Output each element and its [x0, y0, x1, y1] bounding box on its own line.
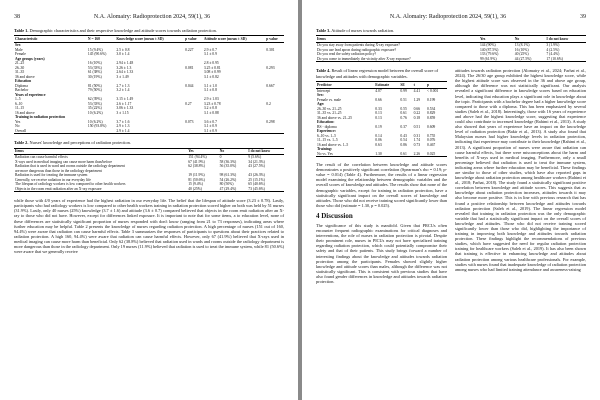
table1-cell: Overall: [14, 129, 87, 134]
table4-cell: 0.025: [426, 152, 447, 157]
table1-cell: 0.298: [266, 119, 275, 124]
table1-cell: Female: [15, 52, 26, 57]
table1-cell: 2.9 ± 1.03: [203, 97, 219, 102]
table1-cell: 62 (39%): [87, 97, 102, 102]
table4-cell: 0.467: [426, 142, 436, 147]
table1-caption: [14, 28, 284, 33]
right-left-column: [316, 68, 447, 284]
right-right-column: [455, 68, 586, 284]
right-running-head: N.A. Alomairy: Radioprotection 2024, 59(1), 36: [389, 14, 507, 20]
results-paragraph: The result of the correlation between knowledge and attitude scores demonstrates a positively significant correlation (Spearman's rho = 0.19; p-value = 0.014) (Table 4). Furthermore, the results of a linear regression model examining the relationship between demographic variables and the overall scores of knowledge and attitudes. The results show that none of the demographic variables, except for training in radiation protection, have a statistically significant impact on the overall scores of knowledge and attitudes. Those who did not receive training scored significantly lower than those who did (estimate = 1.30, p = 0.025).: [316, 162, 447, 208]
table4-caption-label: Table 4.: [316, 68, 331, 74]
table1-cell: 3.1 ± 0.9: [203, 52, 217, 57]
table2-cell: X-rays used in medical imaging can cause more harm than/before: [15, 159, 112, 164]
table4-cell: 0.755: [426, 133, 436, 138]
table2-cell: 56 (35.0%): [219, 164, 237, 169]
table1-cell: 2.6 ± 1.17: [116, 101, 132, 106]
table1-cell: 61 (38%): [87, 70, 102, 75]
table1-cell: 2.9 ± 0.7: [203, 47, 217, 52]
table1-cell: 3.6 ± 0.7: [203, 119, 217, 124]
discussion-paragraph: The significance of this study is manifold. Given that PRCUs often encounter frequent radiographic examinations for critical diagnoses and interventions, the role of nurses in radiation protection is pivotal. Despite their prominent role, nurses in PICUs may not have specialized training regarding radiation protection, which could potentially compromise their safety and that of their patients. This study brings forward a number of interesting findings about the knowledge and attitudes towards radiation protection among the participants. Females showed slightly higher knowledge and attitude scores than males, although the difference was not statistically significant. This is consistent with previous studies that have also found gender differences in knowledge and attitudes towards radiation protection.: [316, 222, 447, 284]
table1-cell: 0.301: [266, 47, 275, 52]
table1-cell: Education: [15, 79, 32, 84]
table1-cell: 3.1 ± 0.8: [203, 88, 217, 93]
table4-cell: 0.19: [375, 124, 382, 129]
left-running-head: N.A. Alomairy: Radioprotection 2024, 59(1), 36: [93, 14, 211, 20]
table3-cell: 44 (27.5%): [514, 57, 546, 62]
table2-cell: 9 (5.6%): [248, 155, 262, 160]
table4-row: [316, 98, 447, 103]
table1-cell: 0.293: [266, 65, 275, 70]
table3-cell: 140 (87.5%): [479, 47, 499, 52]
table4-header-cell: Estimate: [374, 81, 399, 88]
table2-cell: 80 (50%): [219, 182, 234, 187]
table4-cell: 0.609: [426, 124, 436, 129]
table4-cell: 0.076: [426, 138, 436, 143]
table3-cell: 16 (10%): [514, 47, 529, 52]
table3-cell: 40 (25%): [514, 52, 529, 57]
table1-cell: Male: [15, 47, 23, 52]
table2-header-cell: I do not know: [247, 148, 284, 155]
table1-cell: 36 and above: [15, 74, 35, 79]
table4-cell: BS - diploma: [317, 124, 337, 129]
table1-cell: 3.0 ± 1.4: [116, 52, 130, 57]
table2-cell: Radiation can cause harmful effects: [15, 155, 68, 160]
right-two-columns: [316, 68, 586, 284]
table4-row: [316, 138, 447, 143]
table1-header-cell: Knowledge score (mean ± SD): [115, 36, 184, 43]
table2-header-cell: Yes: [187, 148, 218, 155]
table2-cell: 40 (25%): [187, 187, 218, 192]
table1-cell: 10 (6.2%): [87, 119, 103, 124]
table4-cell: 4.07: [375, 88, 382, 93]
table2-row: [14, 187, 284, 192]
table1-cell: Bachelor: [15, 88, 29, 93]
table4-cell: Sex:: [317, 93, 324, 98]
table1-cell: 16 and above: [15, 110, 35, 115]
table3-cell: 4 (2.5%): [546, 47, 560, 52]
left-body-text: while those with 4/0 years of experience had the highest radiation in our everyday life. The belief that the lifespan of attitude score (3.23 ± 0.78). Lastly, participants who had radiology workers is low compared to other health workers training in radiation protection scored higher on both was held by 51 nurses (31.9%). Lastly, only 40 nurses (25%) knowledge (3.7 ± 1.6) and attitude (3.6 ± 0.7) compared believed that objects in the room emit radiation after an X-ray to those who did not have. However, except for differences linked exposure. It is important to note that for some items, a to education level, none of these differences are statistically significant proportion of nurses responded with don't know (ranging from 21 to 73 responses), indicating areas where further education may be helpful. Table 2 presents the knowledge of nurses regarding radiation protection. A high percentage of nurses (151 out of 160, 94.4%) were aware that radiation can cause harmful effects. Table 3 summarizes the responses of participants to questions about their practices related to radiation protection. A high 160, 94.4%) were aware that radiation can cause harmful effects. However, only 67 (41.9%) believed that X-rays used in medical imaging can cause more harm than beneficial. Only 62 (38.8%) believed that radiation used in wards and rooms outside the radiology department is more dangerous than those in the radiology department. Only 19 nurses (11.9%) believed that radiation is used to treat the immune system, while 81 (50.6%) were aware that we generally receive: [14, 198, 285, 255]
table4-row: [316, 152, 447, 157]
table1-cell: Sex: [15, 43, 21, 48]
table4-cell: 36 and above vs. 21–25: [317, 115, 352, 120]
table3-header-cell: Yes: [479, 36, 514, 43]
table4-cell: 0.73: [413, 142, 421, 147]
table1-cell: 35 (22%): [87, 106, 102, 111]
table2-cell: 81 (50.6%): [188, 177, 205, 182]
table4-header-cell: SE: [399, 81, 412, 88]
table1-cell: 2.5 ± 0.8: [116, 47, 130, 52]
table3-caption-text: Attitude of nurses towards radiation.: [331, 28, 395, 33]
table1-header-cell: p value: [184, 36, 203, 43]
table1-cell: 3.15 ± 1.49: [116, 97, 134, 102]
table1-cell: 150 (93.8%): [87, 124, 107, 129]
table4-cell: 0.859: [426, 115, 436, 120]
table1-cell: 2.7 ± 1.3: [116, 83, 130, 88]
table1-cell: 3.1 ± 0.88: [203, 110, 219, 115]
table1-cell: Training in radiation protection: [15, 115, 66, 120]
table2-cell: Radiation that is used in ward and rooms outside the radiology department: [15, 164, 125, 169]
table1-cell: 3.25 ± 0.81: [203, 65, 221, 70]
table3-cell: 13 (8.1%): [514, 43, 530, 48]
table4-cell: 0.51: [413, 124, 421, 129]
table1-cell: [265, 129, 284, 134]
right-page-number: 39: [580, 14, 586, 20]
table1-cell: 3 ± 1.15: [116, 110, 129, 115]
table3-header-cell: Items: [316, 36, 479, 43]
table1-cell: Age groups (years): [15, 56, 45, 61]
table4-cell: Experience:: [317, 129, 336, 134]
table1-header-cell: Attitude score (mean ± SD): [203, 36, 265, 43]
left-page-header: [14, 14, 284, 20]
table1-cell: 3.2 ± 1.4: [116, 88, 130, 93]
table1-cell: 21–25: [15, 61, 25, 66]
table3-cell: 3 (1.9%): [546, 43, 560, 48]
table3-cell: Do you come to immediately the vicinity after X-ray exposure?: [316, 57, 479, 62]
table4-cell: 0.63: [375, 142, 382, 147]
table1-cell: 2.9 ± 1.4: [115, 129, 184, 134]
table2-cell: 0: [219, 155, 222, 160]
table2-cell: Radiation is used for treating the immune system: [15, 173, 88, 178]
table1-cell: 53 (33%): [87, 101, 102, 106]
table4: [316, 81, 447, 157]
table1-cell: 6–10: [15, 101, 23, 106]
table4-cell: Training:: [317, 147, 332, 152]
table4-cell: 1.29: [413, 97, 421, 102]
table4-cell: 1.74: [413, 138, 421, 143]
table1-cell: 2.94 ± 1.48: [116, 61, 134, 66]
table3-cell: Do you use lead apron during radiographic exposure?: [317, 47, 397, 52]
table1-cell: 3.06 ± 1.33: [116, 106, 134, 111]
table4-cell: 0.61: [399, 152, 412, 157]
table4-cell: Education:: [317, 120, 335, 125]
table2-cell: 25 (15.1%): [248, 177, 265, 182]
table1-cell: 79 (50%): [87, 88, 102, 93]
table2-cell: 47 (29.4%): [219, 187, 248, 192]
table4-cell: 0.99: [400, 88, 407, 93]
table2-cell: 62 (38.8%): [188, 164, 205, 169]
table2-cell: 151 (94.4%): [188, 155, 207, 160]
table4-cell: 4.41: [413, 88, 421, 93]
table1-cell: 3.23 ± 0.78: [203, 101, 221, 106]
table1-cell: 10 (6.2%): [87, 110, 103, 115]
table4-cell: 6–10 vs. 1–5: [317, 133, 336, 138]
table1-cell: 0.227: [185, 47, 194, 52]
table1-cell: [184, 129, 203, 134]
table2-cell: 19 (11.9%): [188, 173, 205, 178]
table4-cell: 0.76: [400, 115, 407, 120]
table1-cell: 3.1 ± 0.9: [203, 124, 217, 129]
table1-cell: 16 (10%): [87, 61, 102, 66]
table2-cell: 43 (26.3%): [248, 173, 265, 178]
table3-caption-label: Table 3.: [316, 28, 331, 33]
table2-caption-label: Table 2.: [14, 140, 29, 146]
table4-cell: 0.199: [426, 97, 436, 102]
table1-header-cell: p value: [265, 36, 284, 43]
table4-cell: 0.66: [413, 106, 421, 111]
table3-caption: [316, 28, 586, 33]
table4-cell: 0.55: [400, 106, 407, 111]
right-page: [302, 0, 600, 400]
table4-cell: 31–35 vs. 21–25: [317, 111, 342, 116]
table4-header-cell: Predictor: [316, 81, 374, 88]
table1-cell: 0.044: [185, 83, 194, 88]
table4-row: [316, 111, 447, 116]
table1-cell: 0.081: [185, 65, 194, 70]
table4-cell: 0.86: [400, 142, 407, 147]
right-page-header: [316, 14, 586, 20]
table1-header-cell: N = 160: [87, 36, 116, 43]
table4-cell: No vs. Yes: [316, 152, 374, 157]
table4-cell: 0.829: [426, 111, 436, 116]
table4-cell: Intercept: [317, 88, 331, 93]
table1-cell: [87, 129, 116, 134]
right-column-paragraph: attitudes towards radiation protection (Alomairy et al., 2024; Farhat et al., 2024). The 26/30 age group exhibited the highest knowledge score, while the highest attitude score was observed in the 36 and above age group, although the difference was not statistically significant. Our analysis revealed a significant difference in knowledge scores based on education level, indicating that education plays a significant role in knowledge about the topic. Participants with a bachelor degree had a higher knowledge score compared to those with a diploma. This has been emphasized by several studies (Saleh et al., 2018). Interestingly, those with 16 years of experience and above had the highest knowledge score, suggesting that experience could also contribute to increased knowledge (Rahimi et al., 2013). A study also showed that years of experience have an impact on the knowledge level of radiation protection (Bakir et al., 2013). A study also found that Malaysian nurses had higher knowledge levels in radiation protection, indicating that experience may contribute to their knowledge (Rahimi et al., 2013). A significant proportion of nurses were aware that radiation can cause harmful effects, but there were misconceptions about the harm and benefits of X-rays used in medical imaging. Furthermore, only a small percentage believed that radiation is used to treat the immune system, indicating areas where further education may be beneficial. These findings are similar to those of other studies, which have also reported gaps in knowledge about radiation protection among healthcare workers (Rahimi et al., 2018; Farhat, 2018). The study found a statistically significant positive correlation between knowledge and attitude scores. This suggests that as knowledge about radiation protection increases, attitudes towards it may also become more positive. This is in line with previous research that has found a positive relationship between knowledge and attitudes towards radiation protection (Saleh et al., 2019). The linear regression model revealed that training in radiation protection was the only demographic variable that had a statistically significant impact on the overall scores of knowledge and attitudes. Those who did not receive training scored significantly lower than those who did, highlighting the importance of training in improving both knowledge and attitudes towards radiation protection. These findings highlight the recommendations of previous studies, which have suggested the need for regular radiation protection training for healthcare workers (Saleh et al., 2019). It has also been shown that training is effective in enhancing knowledge and attitudes about radiation protection among various healthcare professionals. For example, studies with nurses found that inadequate knowledge of radiation protection among nurses who had limited training attendance and awareness-raising: [455, 68, 586, 272]
table4-cell: 0.43: [400, 133, 407, 138]
table4-header-cell: p: [426, 81, 447, 88]
table1-cell: 26–30: [15, 65, 25, 70]
table4-header-cell: t: [413, 81, 426, 88]
table4-cell: 0.31: [413, 133, 421, 138]
table2-cell: are more dangerous than those in the radiology department: [15, 168, 102, 173]
table4-cell: 0.37: [400, 124, 407, 129]
table1-header-cell: Characteristic: [14, 36, 87, 43]
left-page-number: 38: [14, 14, 20, 20]
table1-cell: Years of experience: [15, 92, 46, 97]
table1-row: [14, 129, 284, 134]
table4-cell: < 0.001: [426, 88, 439, 93]
table1-cell: 3.1 ± 1.0: [203, 83, 217, 88]
table4-cell: 0.51: [400, 97, 407, 102]
table2-cell: 65 (40.6%): [248, 182, 265, 187]
table1-cell: Diploma: [15, 83, 28, 88]
table1-caption-label: Table 1.: [14, 28, 29, 33]
table3: [316, 35, 586, 62]
table2-header-cell: Items: [14, 148, 187, 155]
table2-header-cell: No: [219, 148, 248, 155]
table2-caption-text: Nurses' knowledge and perceptions of radiation protection.: [29, 140, 131, 146]
table1-cell: 30 (19%): [87, 74, 102, 79]
table1-cell: 3.2 ± 0.8: [203, 106, 217, 111]
table4-cell: 1.30: [374, 152, 399, 157]
table4-cell: 0.13: [375, 115, 382, 120]
table4-cell: 0.14: [375, 133, 382, 138]
table3-row: [316, 57, 586, 62]
table1-cell: 3.7 ± 1.6: [116, 119, 130, 124]
table4-row: [316, 143, 447, 148]
table1-cell: 11–15: [15, 106, 25, 111]
table4-cell: 0.33: [375, 106, 382, 111]
table1-cell: 2.9 ± 1.3: [116, 124, 130, 129]
table2-cell: 98 (61.3%): [219, 173, 237, 178]
table2-cell: 34 (21.3%): [248, 159, 265, 164]
table2-cell: 43 (27.5%): [248, 164, 265, 169]
table1-cell: No: [15, 124, 20, 129]
table1-cell: 3.1 ± 0.82: [203, 74, 219, 79]
table1-cell: 1–5: [15, 97, 21, 102]
table4-cell: 0.54: [400, 138, 407, 143]
table3-header-cell: I do not know: [545, 36, 586, 43]
table4-cell: 0.13: [375, 111, 382, 116]
left-page: [0, 0, 298, 400]
table2-cell: The lifespan of radiology workers is low compared to other health workers: [15, 182, 126, 187]
table2-cell: Objects in the room emit radiation after an X-ray exposure: [14, 187, 187, 192]
table1-cell: 53 (33%): [87, 65, 102, 70]
table3-cell: 133 (79.6%): [479, 52, 499, 57]
table2-cell: 15 (9.4%): [188, 182, 203, 187]
table1-cell: 2.64 ± 1.33: [116, 70, 134, 75]
table1-cell: 3.08 ± 0.99: [203, 70, 221, 75]
table1-cell: 15 (9.4%): [87, 47, 103, 52]
table4-row: [316, 116, 447, 121]
table1-cell: 3 ± 1.49: [116, 74, 129, 79]
table4-cell: Age:: [317, 102, 325, 107]
table2-cell: 58 (36.3%): [219, 159, 237, 164]
table4-cell: 0.66: [375, 97, 382, 102]
table2-cell: 54 (26.2%): [219, 177, 237, 182]
table4-caption-text: Result of linear regression model between the overall score of knowledge and attitudes with demographic variables.: [316, 68, 439, 79]
table2-cell: 67 (41.9%): [188, 159, 205, 164]
table1-cell: Yes: [15, 119, 21, 124]
table3-cell: 99 (61.9%): [479, 57, 514, 62]
table4-caption: [316, 68, 447, 79]
table4-cell: 0.534: [426, 106, 436, 111]
table4-cell: 16 and above vs. 1–5: [317, 142, 349, 147]
table1-cell: 31–35: [15, 70, 25, 75]
table3-cell: Do you stay away from patients during X-ray exposure?: [317, 43, 400, 48]
table4-cell: Female vs. male: [317, 97, 342, 102]
table1-cell: 0.667: [266, 83, 275, 88]
table1-cell: 145 (90.6%): [87, 52, 107, 57]
table4-cell: 0.22: [413, 111, 421, 116]
table1-caption-text: Demographic characteristics and their respective knowledge and attitude scores towards radiation protection.: [29, 28, 217, 33]
table4-cell: 0.61: [400, 111, 407, 116]
table3-cell: 7 (4.4%): [546, 52, 560, 57]
table1-cell: 3.26 ± 1.3: [116, 65, 132, 70]
table4-cell: 26–30 vs. 21–25: [317, 106, 342, 111]
table1-cell: 2.8 ± 0.95: [203, 61, 219, 66]
table4-cell: 11–15 vs. 1–5: [317, 138, 338, 143]
table2: [14, 148, 284, 193]
section-heading-discussion: 4 Discussion: [316, 211, 353, 220]
table3-cell: Do you read the safety radiation policy?: [317, 52, 377, 57]
table3-cell: 144 (90%): [479, 43, 496, 48]
table3-header-cell: No: [514, 36, 546, 43]
table1: [14, 35, 284, 134]
table1-cell: 0.2: [266, 101, 271, 106]
table4-cell: 2.26: [413, 152, 426, 157]
table4-cell: 0.06: [375, 138, 382, 143]
table1-cell: 0.27: [185, 101, 192, 106]
table3-cell: 17 (10.6%): [545, 57, 586, 62]
table4-cell: 0.18: [413, 115, 421, 120]
table1-cell: 3.1 ± 0.9: [203, 129, 265, 134]
table1-cell: 81 (50%): [87, 83, 102, 88]
table2-cell: Generally, we receive radiation in our everyday life: [15, 177, 91, 182]
table2-cell: 73 (45.6%): [247, 187, 284, 192]
table1-cell: 0.073: [185, 119, 194, 124]
table2-caption: [14, 140, 284, 145]
